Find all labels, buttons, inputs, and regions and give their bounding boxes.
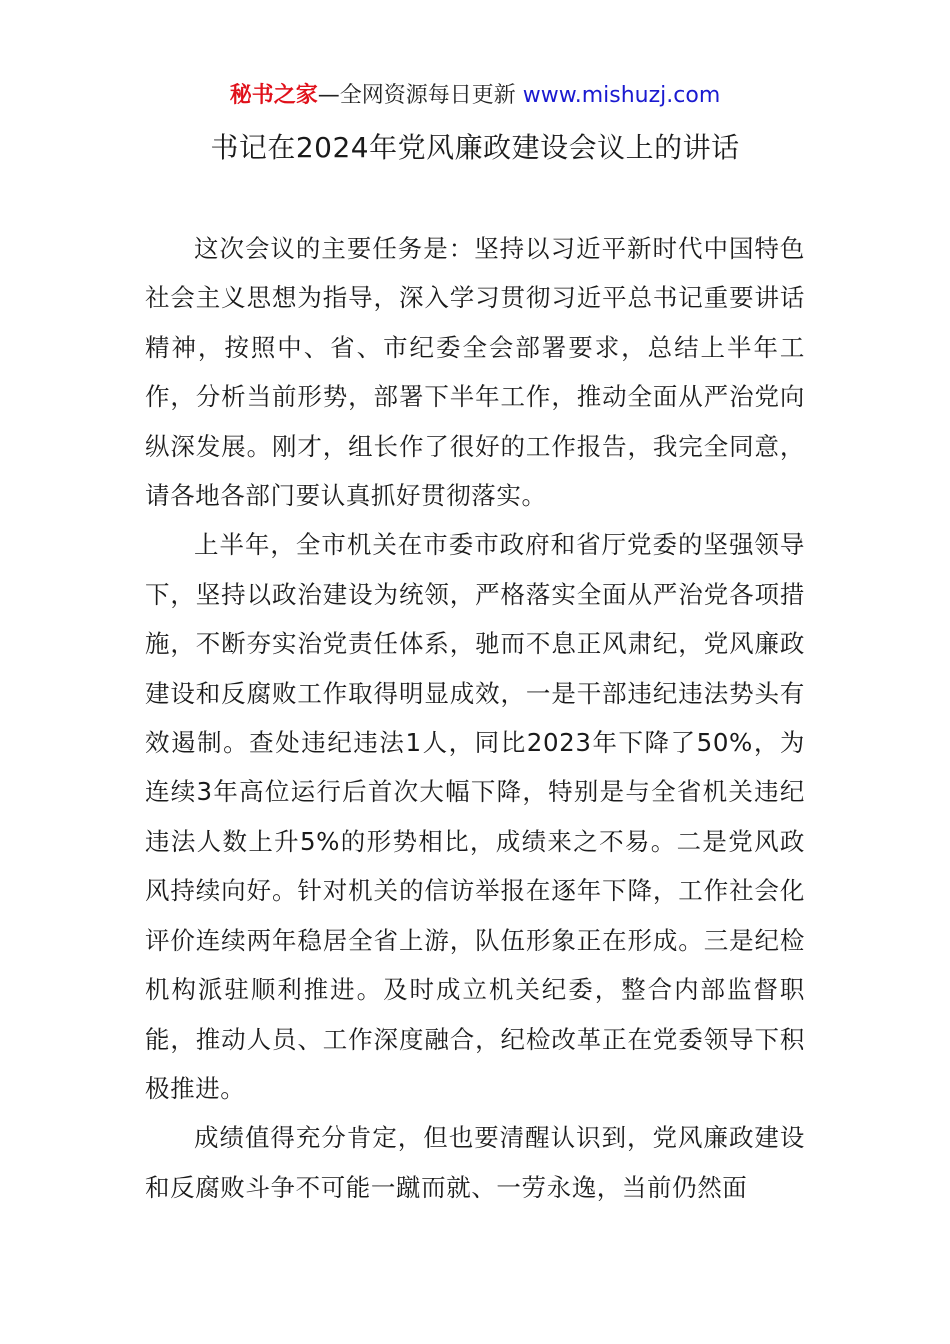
paragraph: 上半年，全市机关在市委市政府和省厅党委的坚强领导下，坚持以政治建设为统领，严格落实全面从严治党各项措施，不断夯实治党责任体系，驰而不息正风肃纪，党风廉政建设和反腐败工作取得明显成效，一是干部违纪违法势头有效遏制。查处违纪违法1人，同比2023年下降了50%，为连续3年高位运行后首次大幅下降，特别是与全省机关违纪违法人数上升5%的形势相比，成绩来之不易。二是党风政风持续向好。针对机关的信访举报在逐年下降，工作社会化评价连续两年稳居全省上游，队伍形象正在形成。三是纪检机构派驻顺利推进。及时成立机关纪委，整合内部监督职能，推动人员、工作深度融合，纪检改革正在党委领导下积极推进。 xyxy=(145,530,805,1103)
document-body xyxy=(145,224,805,1212)
paragraph: 成绩值得充分肯定，但也要清醒认识到，党风廉政建设和反腐败斗争不可能一蹴而就、一劳永逸，当前仍然面 xyxy=(145,1123,805,1202)
site-url-link[interactable]: www.mishuzj.com xyxy=(522,83,721,108)
site-header xyxy=(0,80,950,112)
site-tagline: —全网资源每日更新 xyxy=(317,83,516,108)
document-title: 书记在2024年党风廉政建设会议上的讲话 xyxy=(210,131,740,164)
paragraph: 这次会议的主要任务是：坚持以习近平新时代中国特色社会主义思想为指导，深入学习贯彻习近平总书记重要讲话精神，按照中、省、市纪委全会部署要求，总结上半年工作，分析当前形势，部署下半年工作，推动全面从严治党向纵深发展。刚才，组长作了很好的工作报告，我完全同意，请各地各部门要认真抓好贯彻落实。 xyxy=(145,234,805,511)
brand-name: 秘书之家 xyxy=(229,83,318,108)
